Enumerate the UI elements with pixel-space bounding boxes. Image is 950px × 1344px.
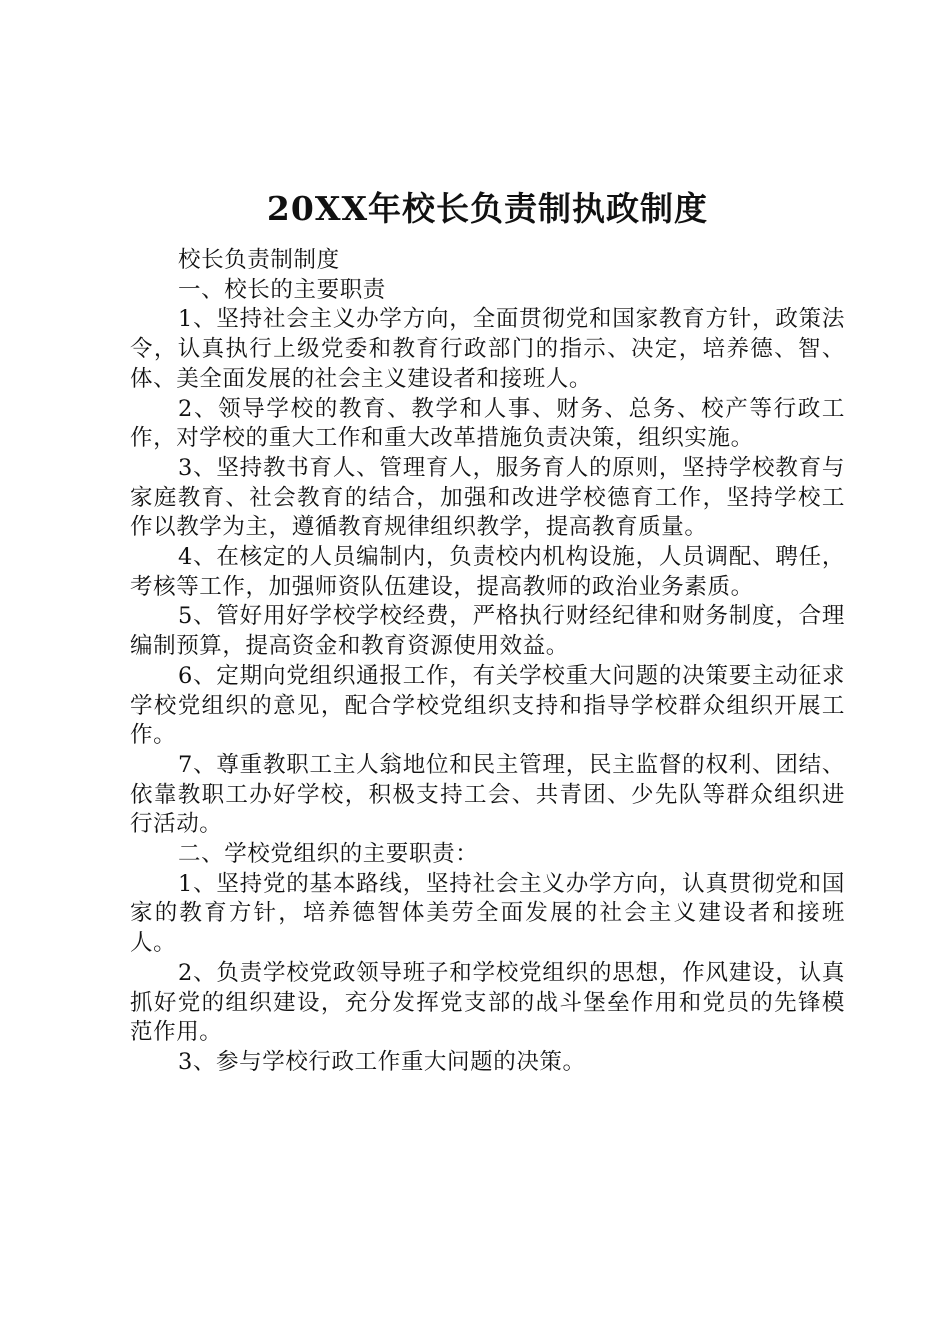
- paragraph: 4、在核定的人员编制内，负责校内机构设施，人员调配、聘任，考核等工作，加强师资队伍建设，提高教师的政治业务素质。: [130, 544, 845, 600]
- paragraph: 3、坚持教书育人、管理育人，服务育人的原则，坚持学校教育与家庭教育、社会教育的结合，加强和改进学校德育工作，坚持学校工作以教学为主，遵循教育规律组织教学，提高教育质量。: [130, 454, 845, 541]
- document-page: [130, 186, 845, 1078]
- paragraph: 2、领导学校的教育、教学和人事、财务、总务、校产等行政工作，对学校的重大工作和重大改革措施负责决策，组织实施。: [130, 395, 845, 452]
- paragraph-subtitle: 校长负责制制度: [178, 247, 340, 273]
- section-heading-principal-duties: 一、校长的主要职责: [178, 276, 386, 303]
- paragraph: 3、参与学校行政工作重大问题的决策。: [178, 1048, 586, 1075]
- paragraph: 6、定期向党组织通报工作，有关学校重大问题的决策要主动征求学校党组织的意见，配合学校党组织支持和指导学校群众组织开展工作。: [130, 662, 845, 749]
- paragraph: 7、尊重教职工主人翁地位和民主管理，民主监督的权利、团结、依靠教职工办好学校，积极支持工会、共青团、少先队等群众组织进行活动。: [130, 751, 845, 838]
- paragraph: 1、坚持党的基本路线，坚持社会主义办学方向，认真贯彻党和国家的教育方针，培养德智体美劳全面发展的社会主义建设者和接班人。: [130, 870, 845, 957]
- document-title: 20XX年校长负责制执政制度: [266, 189, 709, 228]
- section-heading-party-duties: 二、学校党组织的主要职责：: [178, 841, 479, 868]
- paragraph: 2、负责学校党政领导班子和学校党组织的思想，作风建设，认真抓好党的组织建设，充分发挥党支部的战斗堡垒作用和党员的先锋模范作用。: [130, 959, 845, 1046]
- paragraph: 5、管好用好学校学校经费，严格执行财经纪律和财务制度，合理编制预算，提高资金和教育资源使用效益。: [130, 603, 845, 660]
- paragraph: 1、坚持社会主义办学方向，全面贯彻党和国家教育方针，政策法令，认真执行上级党委和教育行政部门的指示、决定，培养德、智、体、美全面发展的社会主义建设者和接班人。: [130, 306, 845, 392]
